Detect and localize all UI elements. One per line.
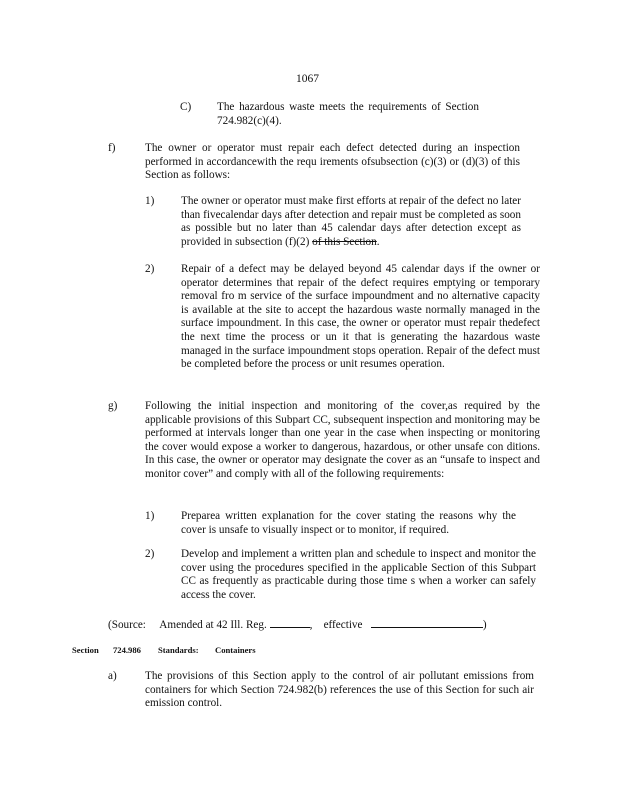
subsection-f2-label: 2) <box>145 263 155 275</box>
struck-text: of this Section <box>312 235 377 248</box>
section-subject: Containers <box>215 645 256 655</box>
source-amended: Amended at 42 Ill. Reg. <box>159 619 267 631</box>
subsection-f1-text: The owner or operator must make first efforts at repair of the defect no later than fivecalendar days after detection and repair must be completed as soon as possible but no later than 45 calendar days after detection except as provided in subsection (f)(2) of this Section. <box>181 195 521 248</box>
subsection-g2-label: 2) <box>145 548 155 560</box>
subsection-g-label: g) <box>108 400 118 412</box>
subsection-g1-text: Preparea written explanation for the cover stating the reasons why the cover is unsafe to visually inspect or to monitor, if required. <box>181 510 516 536</box>
source-close: ) <box>482 619 487 631</box>
subsection-f2-text: Repair of a defect may be delayed beyond 45 calendar days if the owner or operator determines that repair of the defect requires emptying or temporary removal fro m service of the surface impoundment and no alternative capacity is available at the site to accept the hazardous waste normally managed in the surface impoundment. In this case, the owner or operator must repair thedefect the next time the process or un it that is generating the hazardous waste managed in the surface impoundment stops operation. Repair of the defect must be completed before the process or unit resumes operation. <box>181 263 540 371</box>
subsection-a-label: a) <box>108 670 117 682</box>
subsection-g1-label: 1) <box>145 510 155 522</box>
section-word: Section <box>72 645 99 655</box>
item-c-text: The hazardous waste meets the requirements of Section 724.982(c)(4). <box>217 101 479 127</box>
register-page-blank <box>270 617 310 628</box>
source-prefix: (Source: <box>108 619 146 631</box>
subsection-f1-label: 1) <box>145 195 155 207</box>
page-number: 1067 <box>296 73 319 85</box>
subsection-g2-text: Develop and implement a written plan and schedule to inspect and monitor the cover using the procedures specified in the applicable Section of this Subpart CC as frequently as practicable during those time s when a worker can safely access the cover. <box>181 548 536 601</box>
source-effective: effective <box>323 619 363 631</box>
effective-date-blank <box>371 617 483 628</box>
subsection-f-text: The owner or operator must repair each defect detected during an inspection performed in accordancewith the requ irements ofsubsection (c)(3) or (d)(3) of this Section as follows: <box>145 142 520 182</box>
subsection-f-label: f) <box>108 142 116 154</box>
subsection-g-text: Following the initial inspection and monitoring of the cover,as required by the applicable provisions of this Subpart CC, subsequent inspection and monitoring may be performed at intervals longer than one year in the case when inspecting or monitoring the cover would expose a worker to dangerous, hazardous, or other unsafe con ditions. In this case, the owner or operator may designate the cover as an “unsafe to inspect and monitor cover” and comply with all of the following requirements: <box>145 400 540 480</box>
item-c-label: C) <box>180 101 192 113</box>
source-note: (Source: Amended at 42 Ill. Reg. , effective ) <box>108 619 487 631</box>
section-number: 724.986 <box>113 645 141 655</box>
subsection-a-text: The provisions of this Section apply to the control of air pollutant emissions from containers for which Section 724.982(b) references the use of this Section for such air emission control. <box>145 670 534 710</box>
section-title: Standards: <box>158 645 199 655</box>
